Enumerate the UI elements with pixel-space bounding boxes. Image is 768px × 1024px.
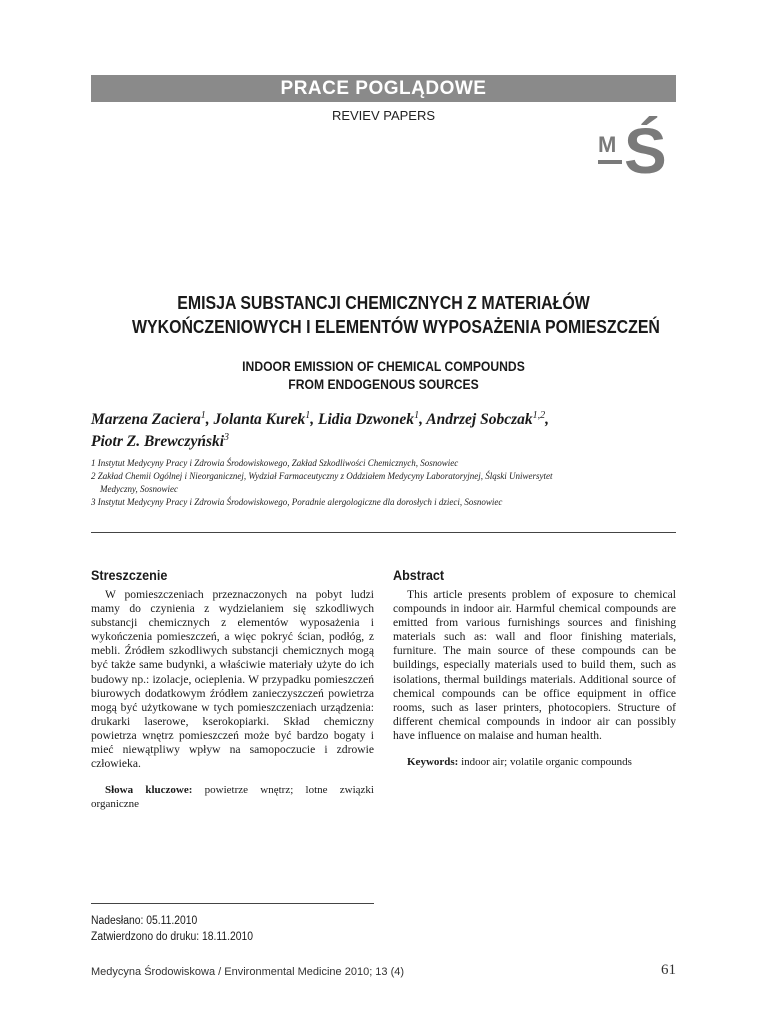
author-affiliation-mark: 1 bbox=[305, 410, 311, 421]
author-separator: , bbox=[205, 411, 214, 429]
article-title-pl bbox=[131, 291, 660, 339]
keywords-label-pl: Słowa kluczowe: bbox=[105, 784, 193, 797]
author-name: Marzena Zaciera bbox=[91, 411, 201, 429]
dates-divider bbox=[91, 903, 374, 904]
author-affiliation-mark: 1,2 bbox=[532, 410, 546, 421]
section-sublabel: REVIEV PAPERS bbox=[331, 108, 436, 123]
title-en-line-2: FROM ENDOGENOUS SOURCES bbox=[288, 377, 479, 392]
section-label: PRACE POGLĄDOWE bbox=[280, 77, 487, 99]
keywords-en: indoor air; volatile organic compounds bbox=[458, 756, 632, 769]
streszczenie-keywords bbox=[91, 783, 374, 811]
logo-letter-s: Ś bbox=[624, 115, 667, 187]
submission-dates bbox=[91, 913, 253, 945]
author-affiliation-mark: 3 bbox=[224, 432, 230, 444]
author-separator: , bbox=[310, 411, 319, 429]
author-name: Andrzej Sobczak bbox=[426, 411, 533, 429]
streszczenie-text: W pomieszczeniach przeznaczonych na pobyt ludzi mamy do czynienia z wydzielaniem się szkodliwych substancji chemicznych z elementów wyposażenia i wykończenia pomieszczeń, a więc pokryć ścian, podłóg, z mebli. Źródłem szkodliwych substancji chemicznych mogą być także same budynki, a właściwie materiały użyte do ich budowy np.: izolacje, ocieplenia. W przypadku pomieszczeń biurowych dodatkowym źródłem zanieczyszczeń powietrza mogą być użytkowane w tych pomieszczeniach urządzenia: drukarki laserowe, kserokopiarki. Skład chemiczny powietrza wnętrz pomieszczeń może być bardzo bogaty i mieć niewątpliwy wpływ na samopoczucie i zdrowie człowieka. bbox=[91, 588, 374, 771]
author-separator: , bbox=[419, 411, 427, 429]
title-pl-line-2: WYKOŃCZENIOWYCH I ELEMENTÓW WYPOSAŻENIA POMIESZCZEŃ bbox=[131, 316, 660, 337]
article-title-en bbox=[120, 358, 647, 394]
streszczenie-heading: Streszczenie bbox=[91, 567, 168, 583]
affiliations bbox=[91, 457, 681, 509]
abstract-section bbox=[393, 567, 676, 769]
page-number: 61 bbox=[661, 962, 676, 978]
author-affiliation-mark: 1 bbox=[200, 410, 206, 421]
section-band bbox=[91, 75, 676, 102]
logo-letter-m: M bbox=[598, 132, 617, 157]
title-pl-line-1: EMISJA SUBSTANCJI CHEMICZNYCH Z MATERIAŁÓW bbox=[177, 292, 590, 313]
journal-footer: Medycyna Środowiskowa / Environmental Medicine 2010; 13 (4) bbox=[91, 966, 405, 978]
affiliation-1: 1 Instytut Medycyny Pracy i Zdrowia Środowiskowego, Zakład Szkodliwości Chemicznych, Sosnowiec bbox=[91, 458, 459, 468]
author-separator: , bbox=[545, 411, 549, 429]
author-name: Jolanta Kurek bbox=[213, 411, 306, 429]
affiliation-2-continued: Medyczny, Sosnowiec bbox=[100, 484, 178, 494]
abstract-text: This article presents problem of exposure to chemical compounds in indoor air. Harmful chemical compounds are emitted from various furnishings sources and finishing materials such as: wall and floor finishing materials, furniture. The main source of these compounds can be buildings, especially materials used to build them, such as isolations, thermal buildings materials. Additional source of chemical compounds can be office equipment in office rooms, such as laser printers, photocopiers. Structure of different chemical compounds in indoor air can possibly have influence on malaise and human health. bbox=[393, 588, 676, 742]
abstract-heading: Abstract bbox=[393, 567, 445, 583]
affiliation-3: 3 Instytut Medycyny Pracy i Zdrowia Środowiskowego, Poradnie alergologiczne dla dorosłych i dzieci, Sosnowiec bbox=[91, 497, 503, 507]
title-en-line-1: INDOOR EMISSION OF CHEMICAL COMPOUNDS bbox=[242, 359, 525, 374]
received-date: Nadesłano: 05.11.2010 bbox=[91, 915, 198, 927]
streszczenie-section bbox=[91, 567, 374, 811]
keywords-pl: powietrze wnętrz; lotne związki organiczne bbox=[91, 784, 374, 811]
logo-bar bbox=[598, 160, 622, 164]
keywords-label-en: Keywords: bbox=[407, 756, 459, 769]
abstract-keywords bbox=[393, 755, 676, 769]
author-affiliation-mark: 1 bbox=[414, 410, 420, 421]
accepted-date: Zatwierdzono do druku: 18.11.2010 bbox=[91, 931, 254, 943]
header-divider bbox=[91, 532, 676, 533]
journal-logo bbox=[598, 115, 676, 187]
author-name: Piotr Z. Brewczyński bbox=[91, 433, 225, 451]
author-list bbox=[91, 407, 681, 451]
affiliation-2: 2 Zakład Chemii Ogólnej i Nieorganicznej, Wydział Farmaceutyczny z Oddziałem Medycyny Laboratoryjnej, Śląski Uniwersytet bbox=[91, 471, 553, 481]
author-name: Lidia Dzwonek bbox=[318, 411, 415, 429]
